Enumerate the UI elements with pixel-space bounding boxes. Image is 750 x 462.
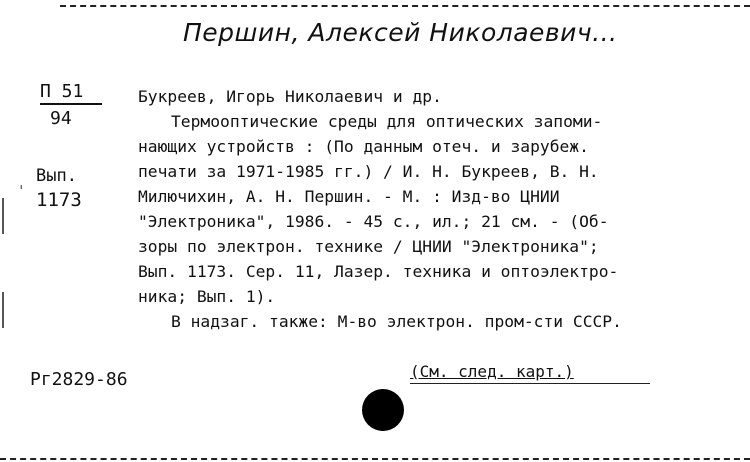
description-line: нающих устройств : (По данным отеч. и зарубеж. [138, 137, 589, 156]
card-top-border [60, 5, 750, 7]
description-line: ника; Вып. 1). [138, 287, 276, 306]
left-edge-mark [2, 292, 4, 328]
call-number-bottom: 94 [50, 108, 72, 129]
description-line: Милючихин, А. Н. Першин. - М. : Изд-во ЦНИИ [138, 187, 560, 206]
call-number [40, 82, 102, 129]
margin-tick-mark: ˈ [17, 184, 26, 200]
issue-block [36, 164, 82, 212]
handwritten-heading: Першин, Алексей Николаевич... [183, 18, 618, 47]
call-number-top: П 51 [40, 82, 102, 105]
inventory-number: Рг2829-86 [30, 369, 128, 390]
left-edge-mark [2, 198, 4, 234]
card-bottom-border [0, 458, 750, 460]
note-line: В надзаг. также: М-во электрон. пром-сти СССР. [171, 312, 622, 331]
see-next-card-text: (См. след. карт.) [410, 362, 574, 381]
bibliographic-description [138, 84, 744, 334]
description-line: печати за 1971-1985 гг.) / И. Н. Букреев, В. Н. [138, 162, 599, 181]
see-next-card-note [410, 362, 650, 384]
description-line: "Электроника", 1986. - 45 с., ил.; 21 см. - (Об- [138, 212, 609, 231]
issue-label: Вып. [36, 166, 77, 186]
title-line: Термооптические среды для оптических запоми- [171, 112, 603, 131]
description-line: зоры по электрон. технике / ЦНИИ "Электроника"; [138, 237, 599, 256]
punch-hole [362, 389, 404, 431]
description-line: Вып. 1173. Сер. 11, Лазер. техника и оптоэлектро- [138, 262, 619, 281]
issue-number: 1173 [36, 189, 82, 211]
author-heading-line: Букреев, Игорь Николаевич и др. [138, 87, 442, 106]
